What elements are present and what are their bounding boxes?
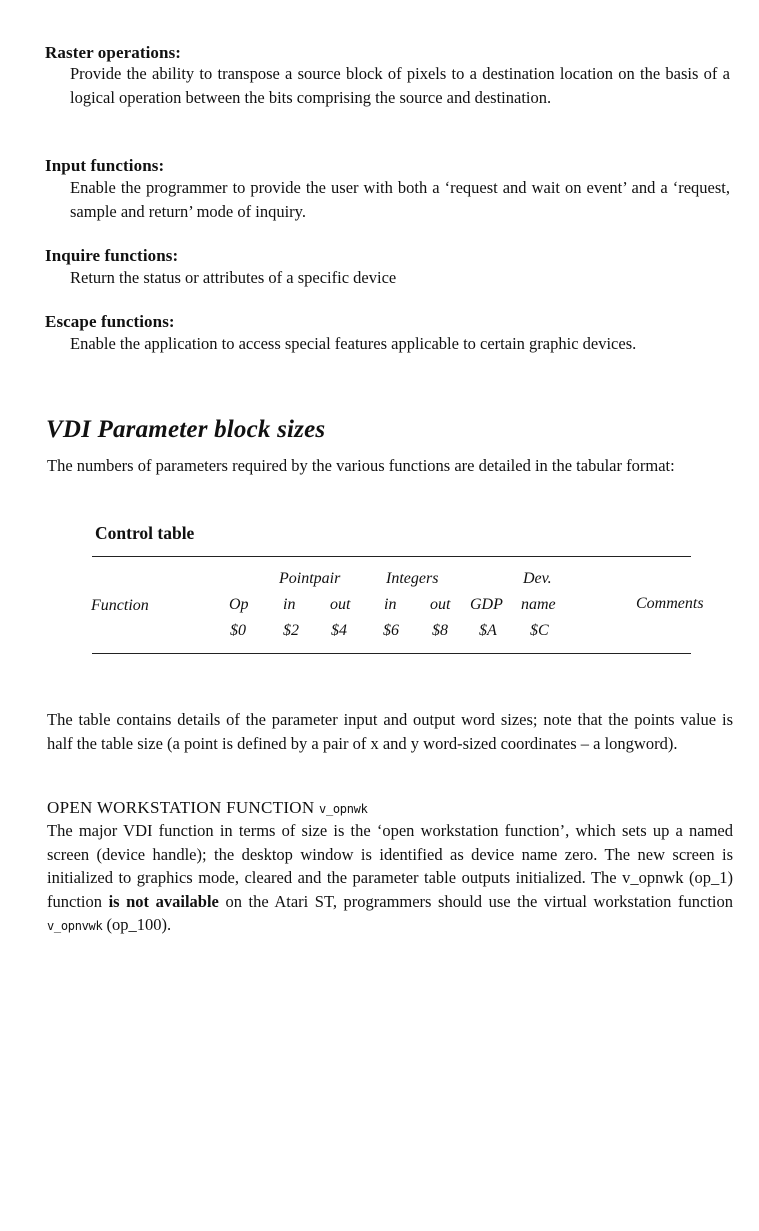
section-body-raster: Provide the ability to transpose a source block of pixels to a destination location on the basis of a logical operation between the bits comprising the source and destination. xyxy=(70,64,730,107)
table-note-paragraph: The table contains details of the parameter input and output word sizes; note that the points value is half the table size (a point is defined by a pair of x and y word-sized coordinates – a longword). xyxy=(47,710,733,753)
open-workstation-heading-text: OPEN WORKSTATION FUNCTION xyxy=(47,798,315,817)
open-workstation-heading xyxy=(47,798,368,818)
open-ws-emphasis: is not available xyxy=(108,891,219,911)
section-body-escape: Enable the application to access special features applicable to certain graphic devices. xyxy=(70,334,637,353)
table-bottom-rule xyxy=(92,653,691,654)
header-integers: Integers xyxy=(386,570,439,587)
header-gdp: GDP xyxy=(470,596,503,613)
open-ws-text-3: (op_100). xyxy=(102,915,172,934)
offset-pointpair-out: $4 xyxy=(331,622,347,639)
offset-name: $C xyxy=(530,622,549,639)
open-ws-code: v_opnvwk xyxy=(47,919,103,933)
offset-integers-out: $8 xyxy=(432,622,448,639)
control-table-title: Control table xyxy=(95,523,195,543)
header-pointpair: Pointpair xyxy=(279,570,341,587)
header-pointpair-out: out xyxy=(330,596,351,613)
page-title: VDI Parameter block sizes xyxy=(46,416,326,443)
intro-paragraph: The numbers of parameters required by the various functions are detailed in the tabular format: xyxy=(47,456,675,475)
header-pointpair-in: in xyxy=(283,596,296,613)
section-heading-inquire: Inquire functions: xyxy=(45,246,179,265)
open-ws-text-2: on the Atari ST, programmers should use the virtual workstation function xyxy=(218,891,733,911)
open-ws-text-1: The major VDI function in terms of size is the ‘open workstation function’, which sets up a named screen (device handle); the desktop window is identified as device name zero. The new screen is initialized to graphics mode, cleared and the parameter table outputs initialized. The v_opnwk (op_1) function xyxy=(47,821,733,911)
offset-op: $0 xyxy=(230,622,246,639)
section-body-input: Enable the programmer to provide the user with both a ‘request and wait on event’ and a ‘request, sample and return’ mode of inquiry. xyxy=(70,178,730,221)
header-function: Function xyxy=(91,597,149,614)
open-workstation-heading-code: v_opnwk xyxy=(319,802,368,816)
section-body-inquire: Return the status or attributes of a specific device xyxy=(70,268,397,287)
section-heading-input: Input functions: xyxy=(45,156,165,175)
offset-integers-in: $6 xyxy=(383,622,399,639)
table-top-rule xyxy=(92,556,691,557)
section-heading-escape: Escape functions: xyxy=(45,312,175,331)
header-integers-in: in xyxy=(384,596,397,613)
open-workstation-paragraph xyxy=(47,819,733,939)
offset-gdp: $A xyxy=(479,622,497,639)
header-op: Op xyxy=(229,596,249,613)
section-heading-raster: Raster operations: xyxy=(45,43,182,62)
header-comments: Comments xyxy=(636,595,704,612)
header-dev: Dev. xyxy=(523,570,552,587)
header-integers-out: out xyxy=(430,596,451,613)
header-name: name xyxy=(521,596,556,613)
offset-pointpair-in: $2 xyxy=(283,622,299,639)
